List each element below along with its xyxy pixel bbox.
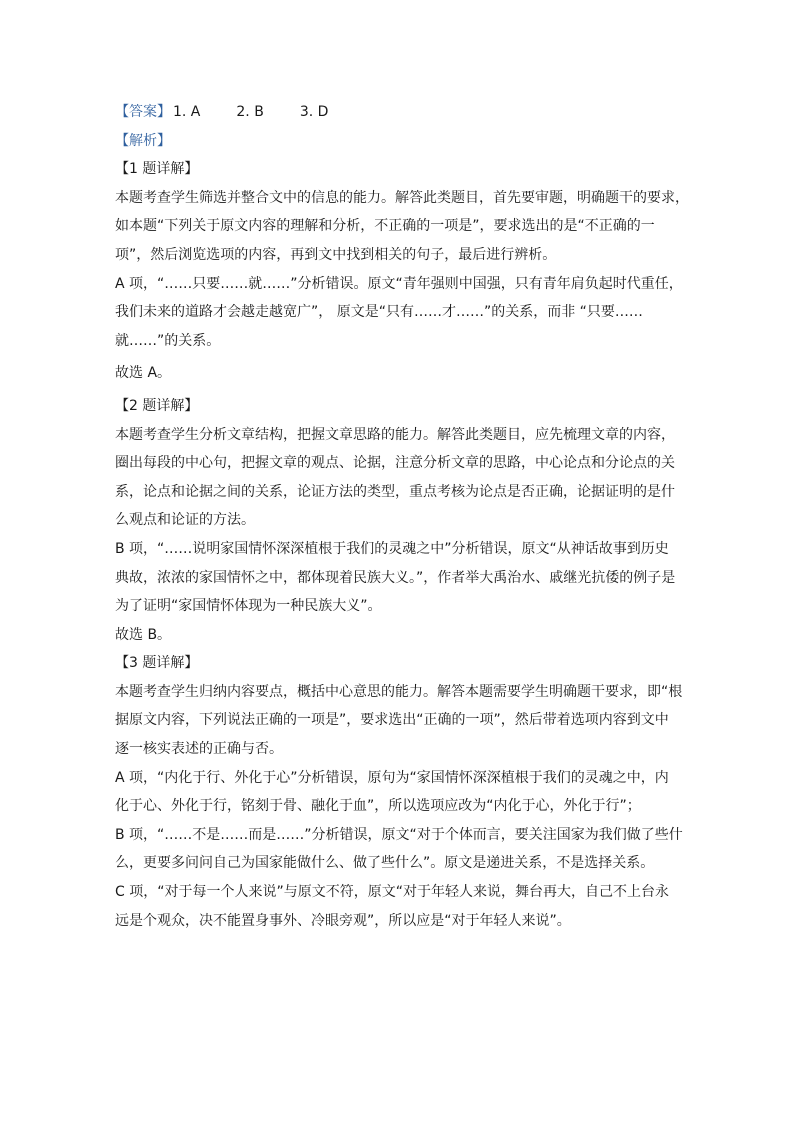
q2-choice: 故选 B。 xyxy=(115,626,172,643)
q2-line: 圈出每段的中心句，把握文章的观点、论据，注意分析文章的思路，中心论点和分论点的关 xyxy=(115,455,675,472)
q3-line: 据原文内容，下列说法正确的一项是”，要求选出“正确的一项”，然后带着选项内容到文中 xyxy=(115,712,669,729)
answer-item: 2. B xyxy=(236,104,264,120)
q2-line: 么观点和论证的方法。 xyxy=(115,512,255,529)
q3-line: 化于心、外化于行，铭刻于骨、融化于血”，所以选项应改为“内化于心，外化于行”； xyxy=(115,798,641,815)
q1-choice: 故选 A。 xyxy=(115,365,172,382)
q3-heading: 【3 题详解】 xyxy=(115,655,199,672)
q1-line: 本题考查学生筛选并整合文中的信息的能力。解答此类题目，首先要审题，明确题干的要求， xyxy=(115,189,689,206)
q3-line: 远是个观众，决不能置身事外、冷眼旁观”，所以应是“对于年轻人来说”。 xyxy=(115,912,571,929)
answer-line xyxy=(115,100,690,126)
q2-line: 系，论点和论据之间的关系，论证方法的类型，重点考核为论点是否正确，论据证明的是什 xyxy=(115,483,675,500)
q1-line: A 项，“……只要……就……”分析错误。原文“青年强则中国强，只有青年肩负起时代重任， xyxy=(115,275,683,292)
q3-line: 本题考查学生归纳内容要点，概括中心意思的能力。解答本题需要学生明确题干要求，即“根 xyxy=(115,683,683,700)
answer-tag: 【答案】 xyxy=(115,104,171,120)
answer-item: 1. A xyxy=(173,104,201,120)
q3-line: A 项，“内化于行、外化于心”分析错误，原句为“家国情怀深深植根于我们的灵魂之中，内 xyxy=(115,769,669,786)
q1-line: 就……”的关系。 xyxy=(115,332,221,349)
q3-line: 逐一核实表述的正确与否。 xyxy=(115,741,283,758)
q2-line: B 项，“……说明家国情怀深深植根于我们的灵魂之中”分析错误，原文“从神话故事到历史 xyxy=(115,540,669,557)
q2-line: 本题考查学生分析文章结构，把握文章思路的能力。解答此类题目，应先梳理文章的内容， xyxy=(115,426,675,443)
answer-item: 3. D xyxy=(299,104,329,120)
q3-line: B 项，“……不是……而是……”分析错误，原文“对于个体而言，要关注国家为我们做了些什 xyxy=(115,826,683,843)
document-content xyxy=(115,100,690,934)
q1-heading: 【1 题详解】 xyxy=(115,161,199,178)
q2-line: 典故，浓浓的家国情怀之中，都体现着民族大义。”，作者举大禹治水、戚继光抗倭的例子是 xyxy=(115,569,676,586)
analysis-heading: 【解析】 xyxy=(115,132,171,149)
q1-line: 如本题“下列关于原文内容的理解和分析，不正确的一项是”，要求选出的是“不正确的一 xyxy=(115,218,655,235)
q1-line: 项”，然后浏览选项的内容，再到文中找到相关的句子，最后进行辨析。 xyxy=(115,246,557,263)
q3-line: C 项，“对于每一个人来说”与原文不符，原文“对于年轻人来说，舞台再大，自己不上台永 xyxy=(115,884,669,901)
q1-line: 我们未来的道路才会越走越宽广”， 原文是“只有……才……”的关系，而非 “只要…… xyxy=(115,304,643,321)
q2-heading: 【2 题详解】 xyxy=(115,397,199,414)
q3-line: 么，更要多问问自己为国家能做什么、做了些什么”。原文是递进关系，不是选择关系。 xyxy=(115,855,655,872)
q2-line: 为了证明“家国情怀体现为一种民族大义”。 xyxy=(115,598,382,615)
